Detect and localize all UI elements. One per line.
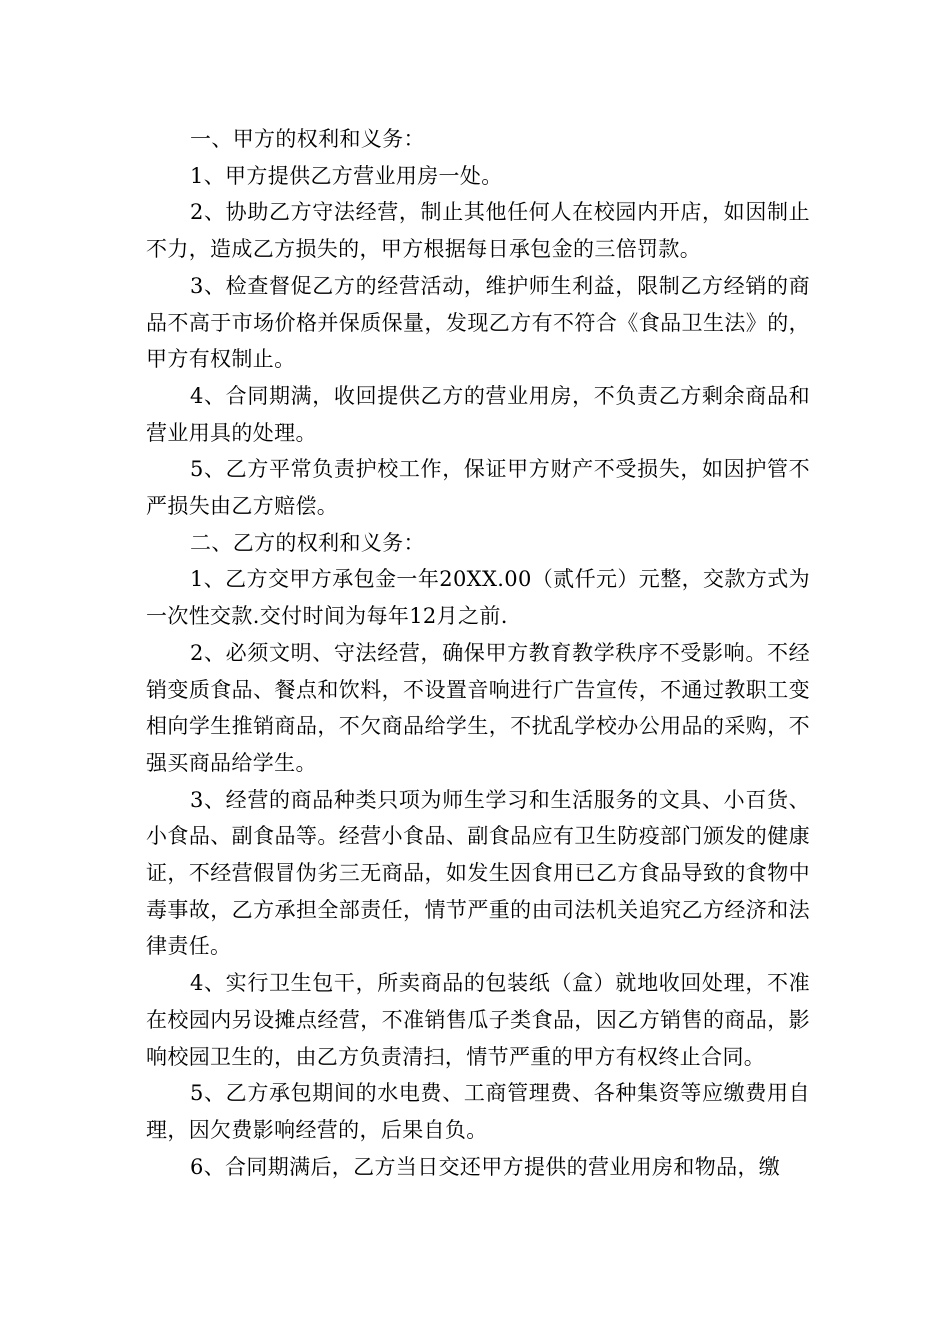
section-heading-party-b: 二、乙方的权利和义务： <box>190 530 425 555</box>
clause-a1: 1、甲方提供乙方营业用房一处。 <box>190 163 503 188</box>
clause-b4: 4、实行卫生包干，所卖商品的包装纸（盒）就地收回处理，不准在校园内另设摊点经营，不准销售瓜子类食品，因乙方销售的商品，影响校园卫生的，由乙方负责清扫，情节严重的甲方有权终止合同。 <box>146 971 810 1069</box>
clause-b6: 6、合同期满后，乙方当日交还甲方提供的营业用房和物品，缴 <box>190 1154 781 1179</box>
clause-a5: 5、乙方平常负责护校工作，保证甲方财产不受损失，如因护管不严损失由乙方赔偿。 <box>146 457 810 519</box>
clause-b5: 5、乙方承包期间的水电费、工商管理费、各种集资等应缴费用自理，因欠费影响经营的，后果自负。 <box>146 1081 810 1142</box>
clause-a4: 4、合同期满，收回提供乙方的营业用房，不负责乙方剩余商品和营业用具的处理。 <box>146 383 810 445</box>
clause-b3: 3、经营的商品种类只项为师生学习和生活服务的文具、小百货、小食品、副食品等。经营小食品、副食品应有卫生防疫部门颁发的健康证，不经营假冒伪劣三无商品，如发生因食用已乙方食品导致的食物中毒事故，乙方承担全部责任，情节严重的由司法机关追究乙方经济和法律责任。 <box>146 787 810 959</box>
section-heading-party-a: 一、甲方的权利和义务： <box>190 127 425 151</box>
clause-a2: 2、协助乙方守法经营，制止其他任何人在校园内开店，如因制止不力，造成乙方损失的，甲方根据每日承包金的三倍罚款。 <box>146 200 810 262</box>
clause-b2: 2、必须文明、守法经营，确保甲方教育教学秩序不受影响。不经销变质食品、餐点和饮料，不设置音响进行广告宣传，不通过教职工变相向学生推销商品，不欠商品给学生，不扰乱学校办公用品的采购，不强买商品给学生。 <box>146 640 810 775</box>
clause-b1: 1、乙方交甲方承包金一年20XX.00（贰仟元）元整，交款方式为一次性交款.交付时间为每年12月之前. <box>146 567 810 629</box>
clause-a3: 3、检查督促乙方的经营活动，维护师生利益，限制乙方经销的商品不高于市场价格并保质保量，发现乙方有不符合《食品卫生法》的，甲方有权制止。 <box>146 273 810 372</box>
